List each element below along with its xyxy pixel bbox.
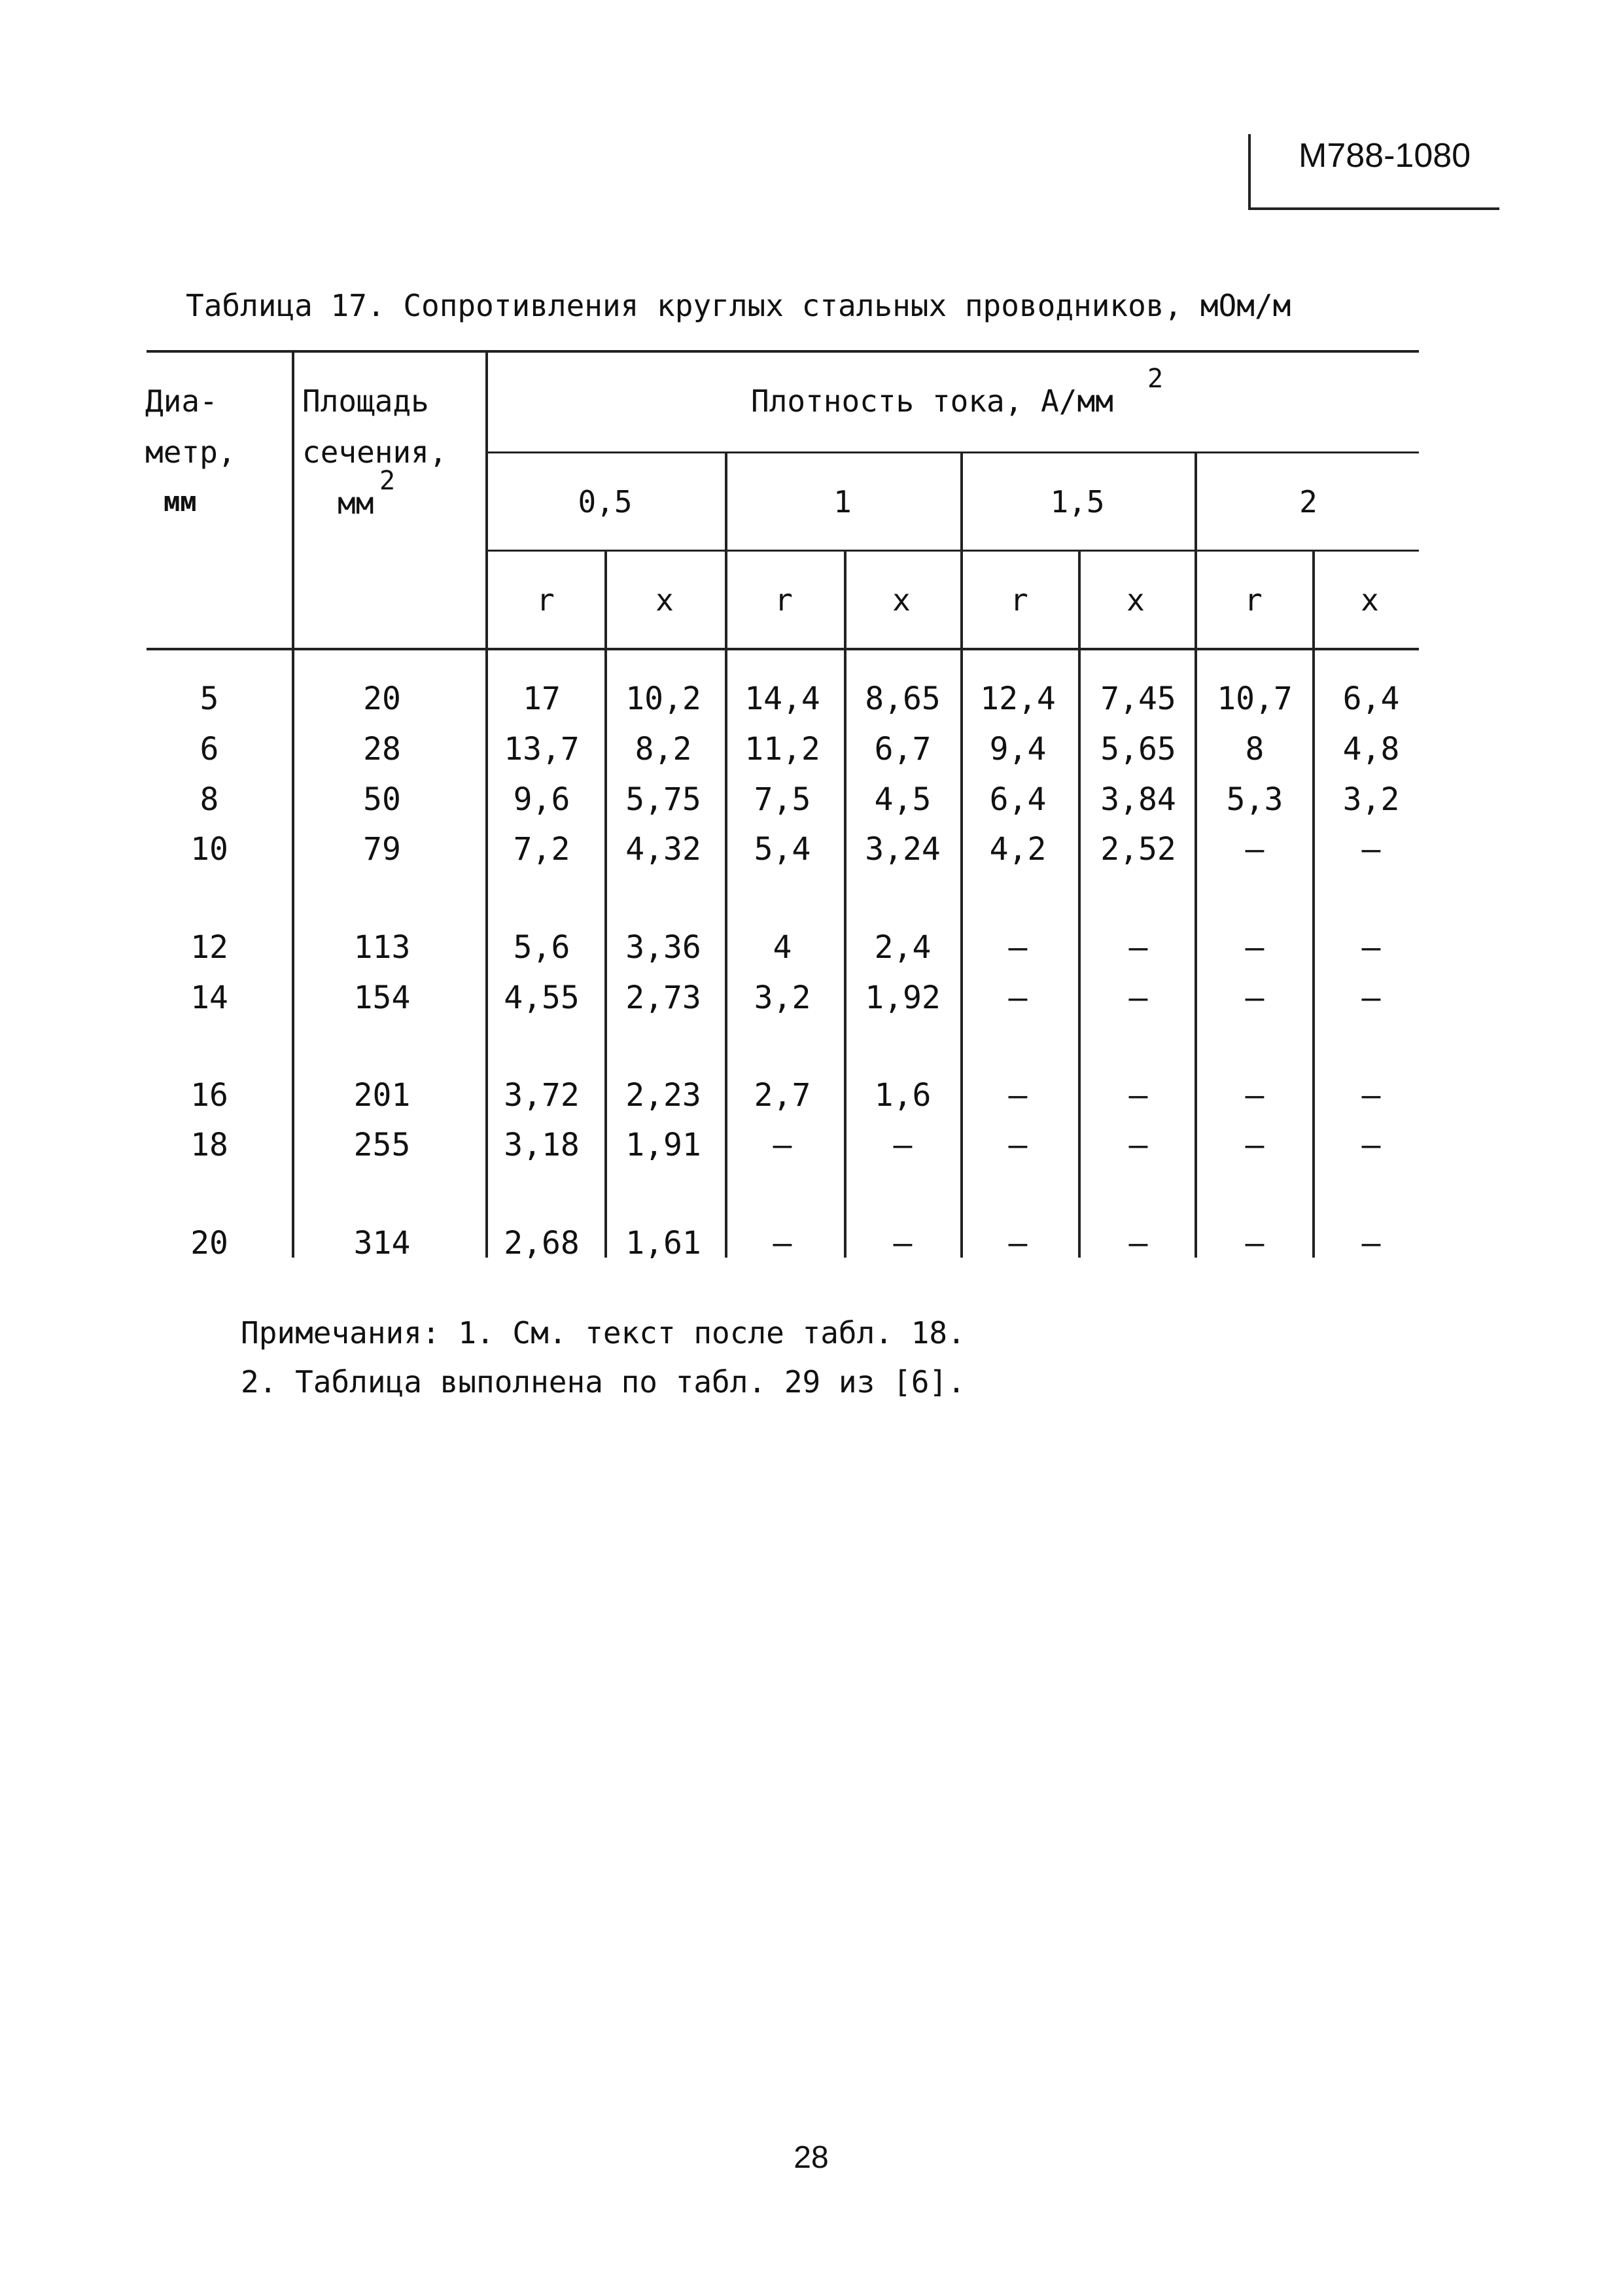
cell-diameter: 14	[190, 980, 228, 1016]
cell-area: 154	[353, 980, 411, 1016]
cell-diameter: 18	[190, 1127, 228, 1163]
subcol-x: x	[892, 582, 911, 618]
cell-area: 20	[363, 680, 401, 717]
cell-x-value: 8,2	[635, 731, 692, 768]
header-area-unit-sup: 2	[379, 466, 396, 496]
cell-x-value: 2,52	[1100, 831, 1176, 868]
subcol-r: r	[775, 582, 793, 618]
cell-r-value: 12,4	[980, 680, 1056, 717]
cell-x-value: 2,4	[874, 929, 932, 966]
divider-body-4	[1312, 650, 1315, 1258]
cell-x-value: 10,2	[625, 680, 701, 717]
cell-r-value: 4	[773, 929, 792, 966]
header-area-line2: сечения,	[302, 434, 447, 470]
cell-r-value: –	[1245, 1225, 1265, 1262]
cell-x-value: –	[1361, 980, 1381, 1016]
divider-diameter-area	[292, 351, 294, 1258]
subcol-r: r	[536, 582, 555, 618]
cell-r-value: 5,3	[1226, 781, 1283, 818]
divider-subcol-1	[604, 551, 607, 649]
cell-x-value: –	[1361, 831, 1381, 868]
cell-x-value: 4,32	[625, 831, 701, 868]
cell-r-value: 4,2	[989, 831, 1047, 868]
cell-diameter: 16	[190, 1077, 228, 1114]
cell-r-value: –	[1008, 1225, 1028, 1262]
cell-r-value: 13,7	[504, 731, 580, 768]
cell-x-value: –	[893, 1127, 913, 1163]
cell-diameter: 8	[200, 781, 219, 818]
cell-x-value: 5,65	[1100, 731, 1176, 768]
cell-r-value: –	[1008, 1077, 1028, 1114]
subcol-r: r	[1010, 582, 1028, 618]
density-1: 1	[833, 484, 852, 520]
cell-x-value: –	[1128, 1127, 1148, 1163]
cell-r-value: 14,4	[744, 680, 820, 717]
subcol-x: x	[1361, 582, 1379, 618]
cell-x-value: –	[1361, 929, 1381, 966]
header-density-sup: 2	[1147, 364, 1164, 394]
divider-density-2	[960, 453, 963, 1258]
cell-area: 50	[363, 781, 401, 818]
cell-r-value: 7,5	[754, 781, 811, 818]
cell-diameter: 12	[190, 929, 228, 966]
cell-r-value: 4,55	[504, 980, 580, 1016]
divider-body-2	[844, 650, 846, 1258]
cell-r-value: 17	[523, 680, 561, 717]
cell-r-value: 3,2	[754, 980, 811, 1016]
cell-area: 79	[363, 831, 401, 868]
subcol-r: r	[1244, 582, 1263, 618]
header-diameter-line2: метр,	[145, 434, 236, 470]
header-density-label: Плотность тока, А/мм	[751, 383, 1113, 419]
cell-x-value: 5,75	[625, 781, 701, 818]
cell-x-value: 1,6	[874, 1077, 932, 1114]
cell-r-value: 3,18	[504, 1127, 580, 1163]
cell-r-value: –	[773, 1127, 792, 1163]
cell-area: 314	[353, 1225, 411, 1262]
cell-x-value: 4,8	[1342, 731, 1400, 768]
document-code: М788-1080	[1299, 137, 1471, 175]
subcolumn-header-rule	[487, 550, 1419, 552]
header-area-line1: Площадь	[302, 383, 429, 419]
cell-area: 201	[353, 1077, 411, 1114]
cell-x-value: 6,4	[1342, 680, 1400, 717]
note-2: 2. Таблица выполнена по табл. 29 из [6].	[241, 1364, 966, 1400]
cell-x-value: 8,65	[865, 680, 941, 717]
cell-r-value: 2,7	[754, 1077, 811, 1114]
divider-density-3	[1195, 453, 1197, 1258]
cell-r-value: 7,2	[513, 831, 570, 868]
divider-subcol-2	[844, 551, 846, 649]
header-bottom-rule	[147, 648, 1419, 650]
cell-r-value: 5,6	[513, 929, 570, 966]
divider-subcol-3	[1078, 551, 1081, 649]
page-number: 28	[794, 2140, 829, 2175]
cell-x-value: 7,45	[1100, 680, 1176, 717]
cell-x-value: –	[1128, 1225, 1148, 1262]
cell-r-value: –	[773, 1225, 792, 1262]
divider-density-1	[725, 453, 727, 1258]
density-1-5: 1,5	[1050, 484, 1105, 520]
cell-x-value: 1,61	[625, 1225, 701, 1262]
density-0-5: 0,5	[578, 484, 633, 520]
cell-area: 28	[363, 731, 401, 768]
cell-r-value: –	[1245, 929, 1265, 966]
cell-r-value: 9,4	[989, 731, 1047, 768]
note-1: Примечания: 1. См. текст после табл. 18.	[241, 1315, 966, 1351]
table-caption: Таблица 17. Сопротивления круглых стальных проводников, мОм/м	[186, 288, 1291, 323]
cell-r-value: 3,72	[504, 1077, 580, 1114]
cell-r-value: 6,4	[989, 781, 1047, 818]
header-diameter-unit: мм	[164, 486, 197, 518]
divider-body-1	[604, 650, 607, 1258]
table-top-rule	[147, 350, 1419, 353]
cell-r-value: –	[1008, 1127, 1028, 1163]
cell-r-value: 5,4	[754, 831, 811, 868]
cell-diameter: 20	[190, 1225, 228, 1262]
header-area-unit: мм	[338, 486, 374, 521]
cell-x-value: –	[1128, 929, 1148, 966]
cell-x-value: –	[1361, 1127, 1381, 1163]
cell-diameter: 10	[190, 831, 228, 868]
cell-x-value: –	[893, 1225, 913, 1262]
cell-x-value: 2,73	[625, 980, 701, 1016]
cell-r-value: –	[1008, 929, 1028, 966]
cell-x-value: –	[1128, 1077, 1148, 1114]
cell-x-value: –	[1128, 980, 1148, 1016]
divider-body-3	[1078, 650, 1081, 1258]
cell-x-value: 3,2	[1342, 781, 1400, 818]
divider-area-data	[485, 351, 488, 1258]
cell-x-value: 3,84	[1100, 781, 1176, 818]
cell-r-value: 11,2	[744, 731, 820, 768]
density-2: 2	[1299, 484, 1318, 520]
density-header-rule	[487, 451, 1419, 453]
cell-r-value: 8	[1245, 731, 1265, 768]
subcol-x: x	[1126, 582, 1145, 618]
cell-x-value: 2,23	[625, 1077, 701, 1114]
header-diameter-line1: Диа-	[145, 383, 218, 419]
cell-x-value: 1,91	[625, 1127, 701, 1163]
cell-x-value: 1,92	[865, 980, 941, 1016]
cell-r-value: –	[1245, 831, 1265, 868]
cell-r-value: –	[1245, 980, 1265, 1016]
cell-x-value: –	[1361, 1225, 1381, 1262]
cell-x-value: 4,5	[874, 781, 932, 818]
cell-r-value: –	[1008, 980, 1028, 1016]
cell-r-value: 9,6	[513, 781, 570, 818]
cell-area: 255	[353, 1127, 411, 1163]
subcol-x: x	[655, 582, 674, 618]
cell-diameter: 5	[200, 680, 219, 717]
cell-diameter: 6	[200, 731, 219, 768]
cell-x-value: –	[1361, 1077, 1381, 1114]
cell-r-value: 10,7	[1217, 680, 1293, 717]
cell-r-value: 2,68	[504, 1225, 580, 1262]
cell-x-value: 3,24	[865, 831, 941, 868]
cell-x-value: 3,36	[625, 929, 701, 966]
divider-subcol-4	[1312, 551, 1315, 649]
cell-r-value: –	[1245, 1127, 1265, 1163]
cell-x-value: 6,7	[874, 731, 932, 768]
cell-r-value: –	[1245, 1077, 1265, 1114]
cell-area: 113	[353, 929, 411, 966]
